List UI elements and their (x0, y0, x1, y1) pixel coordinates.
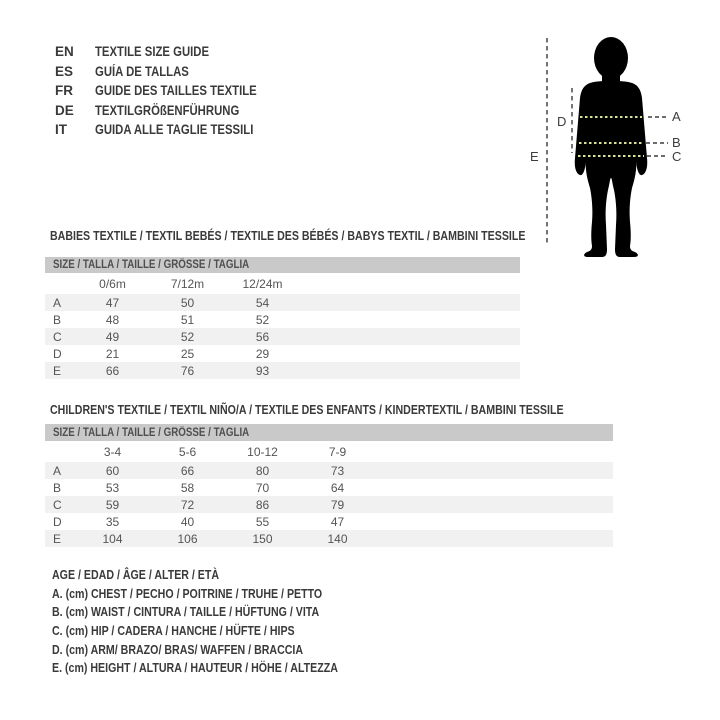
table-cell: 35 (105, 514, 120, 529)
table-row (45, 328, 520, 345)
row-label: B (53, 312, 62, 327)
child-silhouette-icon (575, 37, 648, 257)
table-cell: 140 (327, 531, 348, 546)
table-row (45, 462, 613, 479)
language-row (55, 120, 288, 140)
language-row (55, 62, 288, 82)
language-title: TEXTILE SIZE GUIDE (95, 44, 210, 60)
legend-waist-line: B. (cm) WAIST / CINTURA / TAILLE / HÜFTUNG / VITA (52, 605, 320, 620)
babies-section-heading: BABIES TEXTILE / TEXTIL BEBÉS / TEXTILE DES BÉBÉS / BABYS TEXTIL / BAMBINI TESSILE (50, 229, 526, 243)
size-header-text: SIZE / TALLA / TAILLE / GRÖSSE / TAGLIA (53, 426, 250, 439)
table-cell: 150 (252, 531, 273, 546)
table-cell: 51 (180, 312, 195, 327)
table-cell: 47 (330, 514, 345, 529)
chest-label: A (672, 109, 681, 124)
table-cell: 56 (255, 329, 270, 344)
table-cell: 106 (177, 531, 198, 546)
legend-age-line: AGE / EDAD / ÂGE / ALTER / ETÀ (52, 568, 220, 583)
language-row (55, 42, 288, 62)
table-cell: 104 (102, 531, 123, 546)
legend-arm-line: D. (cm) ARM/ BRAZO/ BRAS/ WAFFEN / BRACCIA (52, 642, 304, 657)
table-row (45, 311, 520, 328)
row-label: B (53, 480, 62, 495)
table-cell: 25 (180, 346, 195, 361)
language-code: FR (55, 83, 73, 99)
table-cell: 76 (180, 363, 195, 378)
table-row (45, 362, 520, 379)
row-label: E (53, 363, 62, 378)
table-row (45, 530, 613, 547)
legend-chest-line: A. (cm) CHEST / PECHO / POITRINE / TRUHE / PETTO (52, 586, 323, 601)
size-header-text: SIZE / TALLA / TAILLE / GRÖSSE / TAGLIA (53, 259, 250, 271)
row-label: A (53, 295, 62, 310)
column-header: 7-9 (328, 444, 347, 459)
table-cell: 60 (105, 463, 120, 478)
table-cell: 66 (105, 363, 120, 378)
legend-height-line: E. (cm) HEIGHT / ALTURA / HAUTEUR / HÖHE / ALTEZZA (52, 661, 338, 676)
row-label: A (53, 463, 62, 478)
children-section-heading: CHILDREN'S TEXTILE / TEXTIL NIÑO/A / TEXTILE DES ENFANTS / KINDERTEXTIL / BAMBINI TESSILE (50, 403, 564, 417)
children-size-table (45, 424, 613, 547)
legend-hip-line: C. (cm) HIP / CADERA / HANCHE / HÜFTE / HIPS (52, 624, 295, 639)
column-header: 7/12m (170, 276, 205, 291)
table-cell: 50 (180, 295, 195, 310)
table-cell: 64 (330, 480, 345, 495)
table-row (45, 513, 613, 530)
table-cell: 47 (105, 295, 120, 310)
column-header: 12/24m (242, 276, 283, 291)
column-header: 5-6 (178, 444, 197, 459)
column-header-row (45, 441, 613, 462)
row-label: C (53, 497, 62, 512)
table-cell: 72 (180, 497, 195, 512)
language-title: GUIDA ALLE TAGLIE TESSILI (95, 122, 254, 138)
babies-size-table (45, 257, 520, 379)
language-row (55, 101, 288, 121)
table-cell: 86 (255, 497, 270, 512)
table-cell: 70 (255, 480, 270, 495)
table-row (45, 479, 613, 496)
size-header-bar (45, 424, 613, 441)
table-row (45, 496, 613, 513)
language-title: GUÍA DE TALLAS (95, 63, 189, 79)
child-measurement-figure (520, 20, 700, 260)
row-label: D (53, 346, 62, 361)
table-cell: 29 (255, 346, 270, 361)
language-code: IT (55, 122, 67, 138)
row-label: D (53, 514, 62, 529)
language-title-list (55, 42, 288, 140)
table-cell: 58 (180, 480, 195, 495)
height-label: E (530, 149, 539, 164)
table-cell: 66 (180, 463, 195, 478)
table-cell: 73 (330, 463, 345, 478)
column-header-row (45, 273, 520, 294)
column-header: 3-4 (103, 444, 122, 459)
language-code: ES (55, 63, 74, 79)
table-cell: 54 (255, 295, 270, 310)
hip-label: C (672, 149, 682, 164)
table-cell: 48 (105, 312, 120, 327)
language-title: TEXTILGRÖßENFÜHRUNG (95, 102, 240, 118)
measurement-legend (52, 566, 388, 678)
size-header-bar (45, 257, 520, 273)
column-header: 10-12 (247, 444, 278, 459)
table-cell: 52 (255, 312, 270, 327)
language-row (55, 81, 288, 101)
waist-label: B (672, 135, 681, 150)
table-cell: 59 (105, 497, 120, 512)
table-cell: 52 (180, 329, 195, 344)
table-cell: 80 (255, 463, 270, 478)
table-row (45, 345, 520, 362)
language-code: DE (55, 102, 74, 118)
table-cell: 55 (255, 514, 270, 529)
table-cell: 40 (180, 514, 195, 529)
table-row (45, 294, 520, 311)
row-label: E (53, 531, 62, 546)
table-cell: 79 (330, 497, 345, 512)
arm-label: D (557, 114, 567, 129)
table-cell: 93 (255, 363, 270, 378)
column-header: 0/6m (99, 276, 126, 291)
language-title: GUIDE DES TAILLES TEXTILE (95, 83, 257, 99)
table-cell: 21 (105, 346, 120, 361)
table-cell: 53 (105, 480, 120, 495)
language-code: EN (55, 44, 74, 60)
table-cell: 49 (105, 329, 120, 344)
row-label: C (53, 329, 62, 344)
